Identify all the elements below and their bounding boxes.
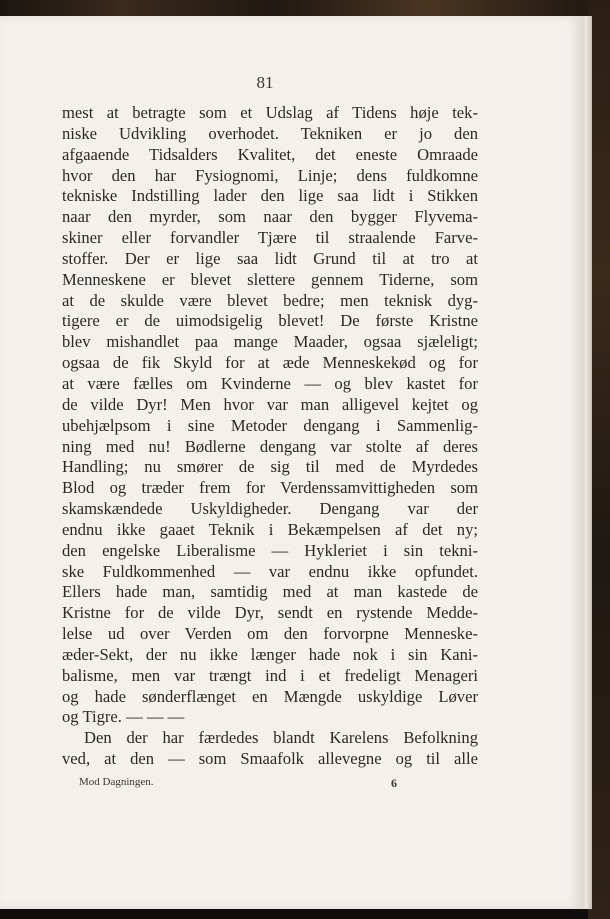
text-line: skamskændede Uskyldigheder. Dengang var der — [62, 499, 478, 519]
text-line: endnu ikke gaaet Teknik i Bekæmpelsen af det ny; — [62, 519, 478, 539]
text-line: Menneskene er blevet slettere gennem Tiderne, som — [62, 269, 478, 289]
text-line: mest at betragte som et Udslag af Tidens høje tek- — [62, 103, 478, 122]
signature-mark: 6 — [391, 776, 397, 790]
book-top-edge — [0, 0, 610, 16]
text-line: Ellers hade man, samtidig med at man kastede de — [62, 582, 478, 602]
text-line: naar den myrder, som naar den bygger Flyvema- — [62, 207, 478, 227]
text-line: hvor den har Fysiognomi, Linje; dens fuldkomne — [62, 165, 478, 185]
text-line: ubehjælpsom i sine Metoder dengang i Sammenlig- — [62, 415, 478, 435]
page-footer — [79, 776, 397, 791]
page-number: 81 — [256, 73, 274, 92]
text-line: skiner eller forvandler Tjære til straalende Farve- — [62, 228, 478, 248]
text-line: ved, at den — som Smaafolk allevegne og til alle — [62, 749, 478, 769]
text-line: stoffer. Der er lige saa lidt Grund til at tro at — [62, 248, 478, 268]
text-line: at være fælles om Kvinderne — og blev kastet for — [62, 373, 478, 393]
text-line: afgaaende Tidsalders Kvalitet, det eneste Omraade — [62, 144, 478, 164]
text-line: lelse ud over Verden om den forvorpne Menneske- — [62, 624, 478, 644]
text-line: tekniske Indstilling lader den lige saa lidt i Stikken — [62, 186, 478, 206]
text-line: ogsaa de fik Skyld for at æde Menneskekød og for — [62, 353, 478, 373]
text-line: tigere er de uimodsigelig blevet! De første Kristne — [62, 311, 478, 331]
text-line: æder-Sekt, der nu ikke længer hade nok i sin Kani- — [62, 644, 478, 664]
body-text — [62, 103, 478, 770]
text-line: Blod og træder frem for Verdenssamvittigheden som — [62, 478, 478, 498]
text-line: Den der har færdedes blandt Karelens Befolkning — [84, 728, 478, 748]
footer-book-title: Mod Dagningen. — [79, 776, 154, 788]
text-line: og Tigre. — — — — [62, 707, 185, 727]
text-line: at de skulde være blevet bedre; men teknisk dyg- — [62, 290, 478, 310]
text-line: de vilde Dyr! Men hvor var man alligevel kejtet og — [62, 394, 478, 414]
text-line: og hade sønderflænget en Mængde uskyldige Løver — [62, 686, 478, 706]
text-line: ske Fuldkommenhed — var endnu ikke opfundet. — [62, 561, 478, 581]
page-fore-edge — [582, 16, 592, 909]
text-line: Kristne for de vilde Dyr, sendt en rystende Medde- — [62, 603, 478, 623]
text-line: blev mishandlet paa mange Maader, ogsaa sjæleligt; — [62, 332, 478, 352]
text-line: den engelske Liberalisme — Hykleriet i sin tekni- — [62, 540, 478, 560]
text-line: balisme, men var trængt ind i et fredeligt Menageri — [62, 665, 478, 685]
text-line: Handling; nu smører de sig til med de Myrdedes — [62, 457, 478, 477]
text-line: ning med nu! Bødlerne dengang var stolte af deres — [62, 436, 478, 456]
text-line: niske Udvikling overhodet. Tekniken er jo den — [62, 123, 478, 143]
